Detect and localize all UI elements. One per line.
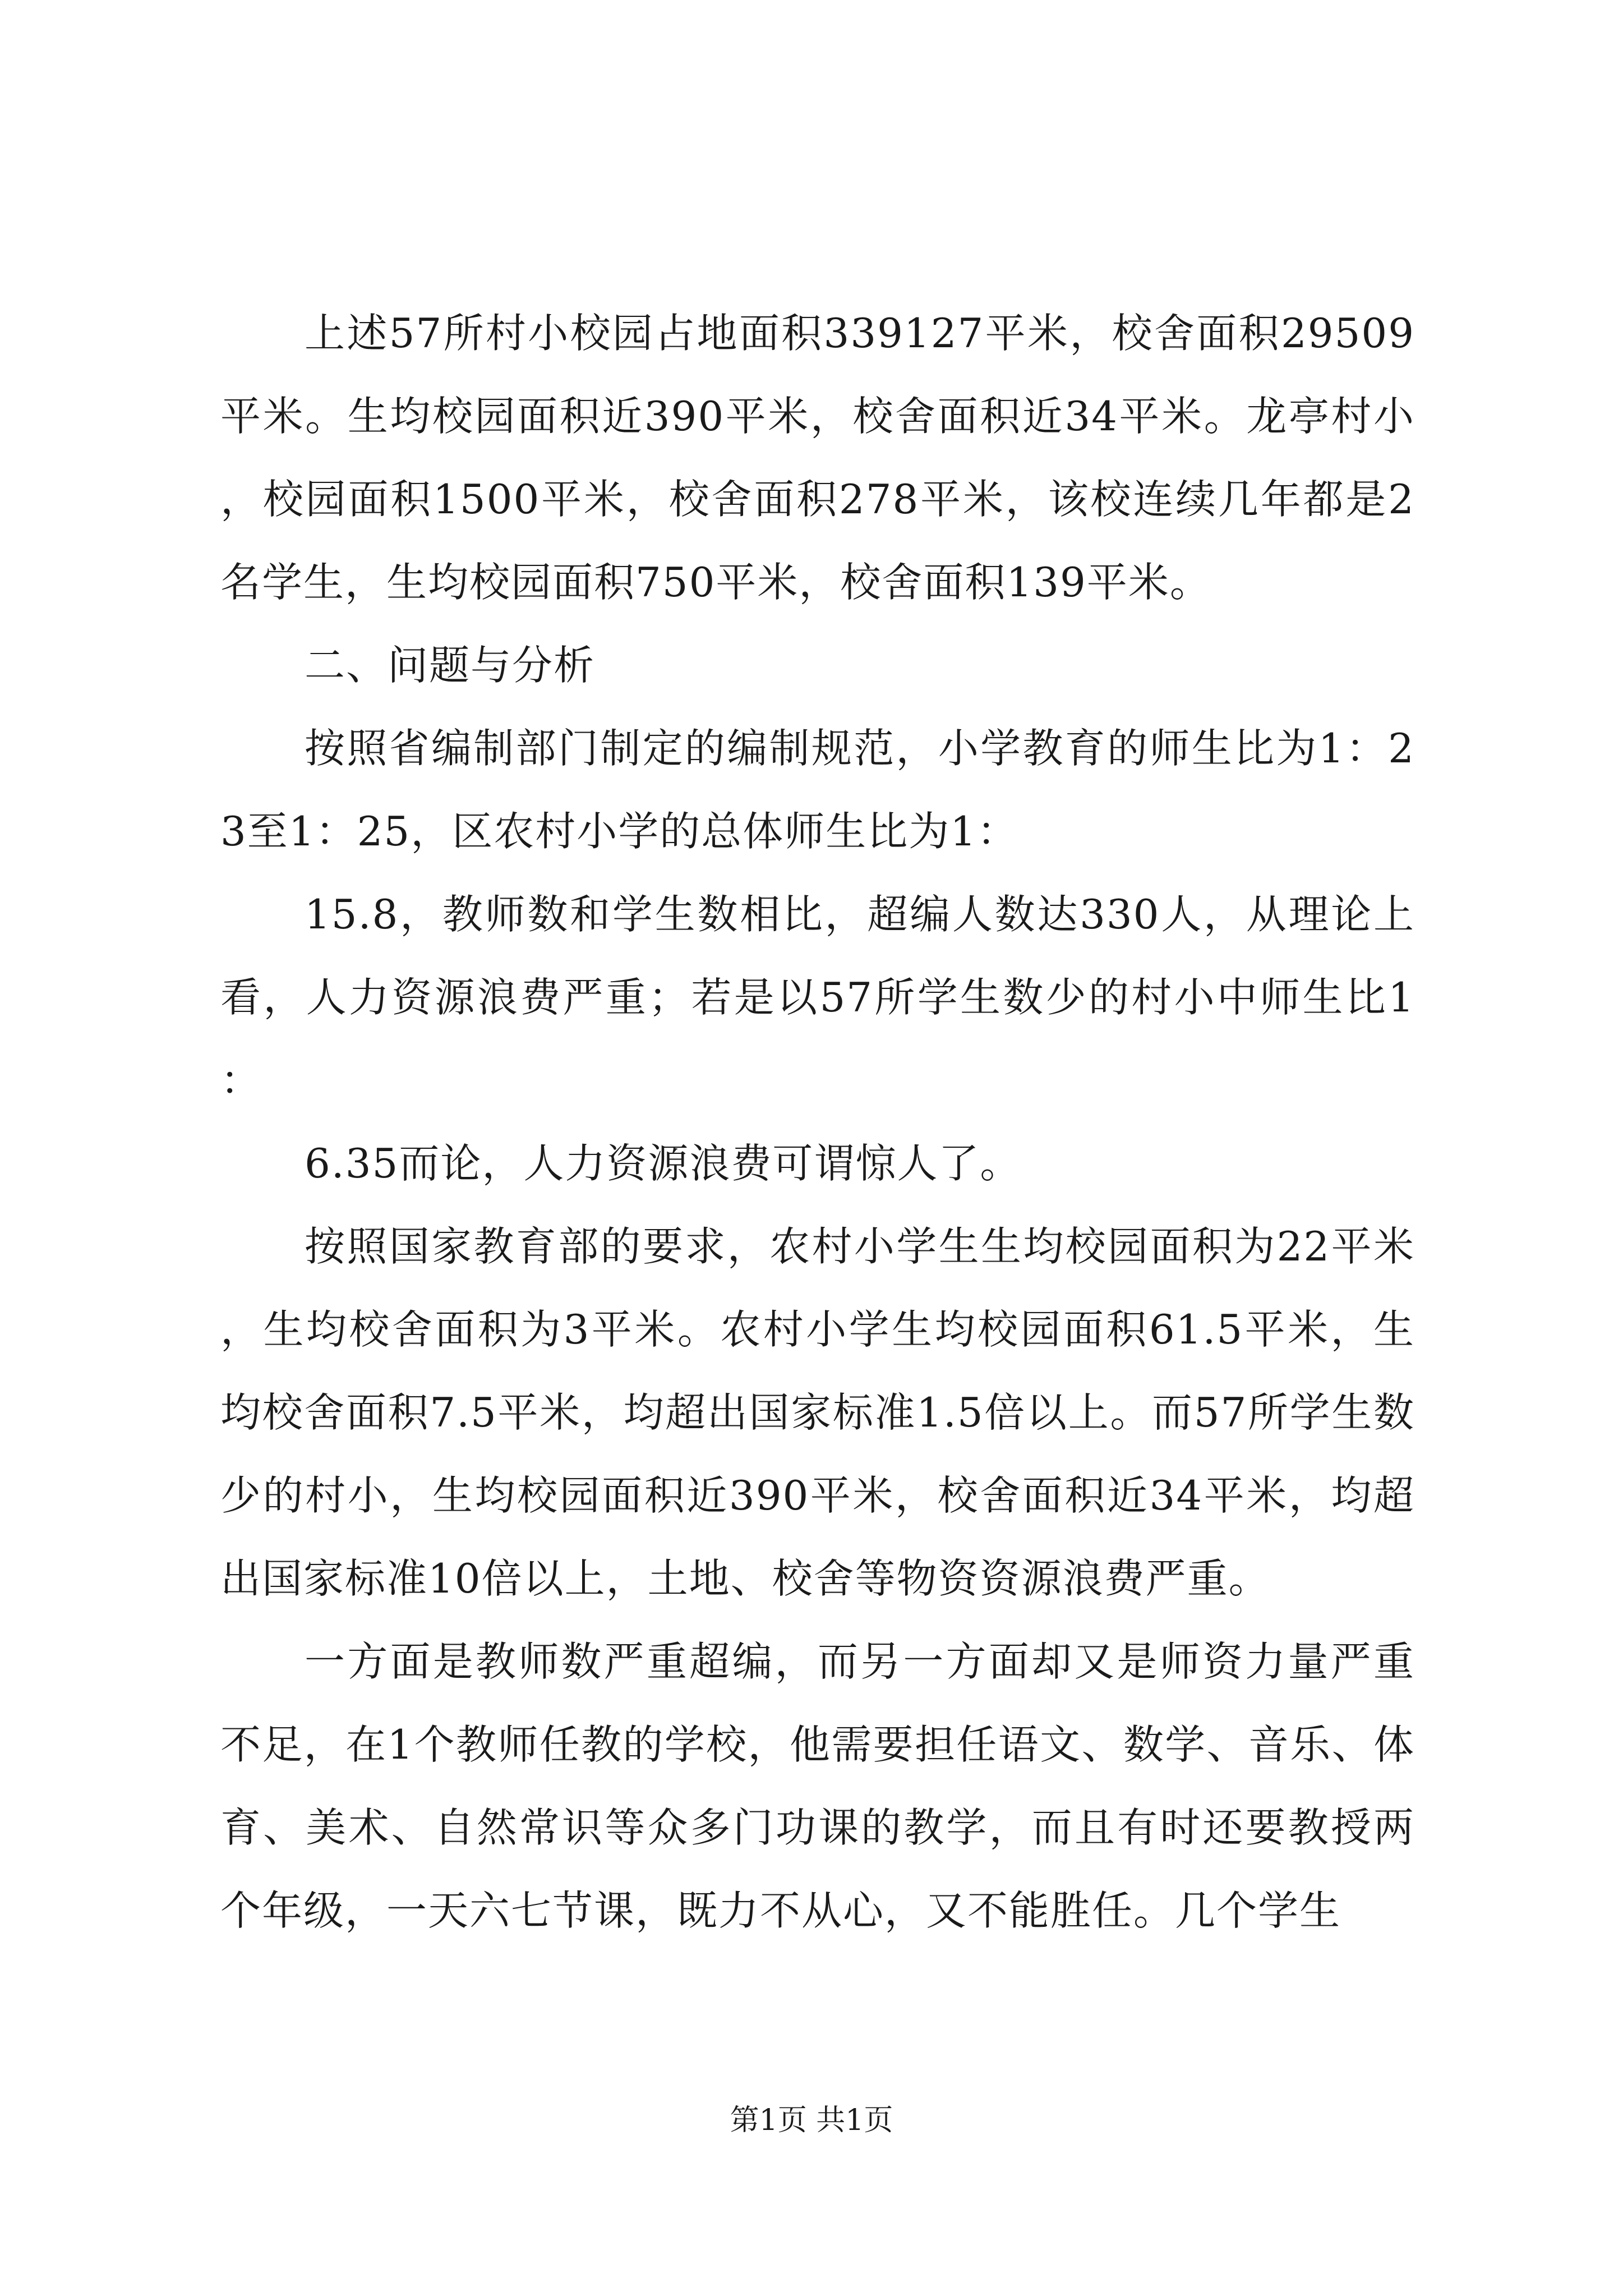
paragraph-national-standards: 按照国家教育部的要求，农村小学生生均校园面积为22平米，生均校舍面积为3平米。农村小学生均校园面积61.5平米，生均校舍面积7.5平米，均超出国家标准1.5倍以上。而57所学生数少的村小，生均校园面积近390平米，校舍面积近34平米，均超出国家标准10倍以上，土地、校舍等物资资源浪费严重。 (220, 1223, 1415, 1602)
paragraph-waste-conclusion: 6.35而论，人力资源浪费可谓惊人了。 (305, 1140, 1022, 1187)
page-footer: 第1页 共1页 (730, 2104, 893, 2137)
document-body (220, 292, 1415, 1952)
paragraph-campus-area: 上述57所村小校园占地面积339127平米，校舍面积29509平米。生均校园面积近390平米，校舍面积近34平米。龙亭村小，校园面积1500平米，校舍面积278平米，该校连续几年都是2名学生，生均校园面积750平米，校舍面积139平米。 (220, 310, 1415, 606)
section-heading-problems-analysis: 二、问题与分析 (305, 642, 596, 689)
paragraph-teacher-shortage: 一方面是教师数严重超编，而另一方面却又是师资力量严重不足，在1个教师任教的学校，他需要担任语文、数学、音乐、体育、美术、自然常识等众多门功课的教学，而且有时还要教授两个年级，一天六七节课，既力不从心，又不能胜任。几个学生 (220, 1638, 1415, 1934)
paragraph-staffing-norms: 按照省编制部门制定的编制规范，小学教育的师生比为1：23至1：25，区农村小学的总体师生比为1： (220, 725, 1415, 855)
paragraph-overstaffing: 15.8，教师数和学生数相比，超编人数达330人，从理论上看，人力资源浪费严重；若是以57所学生数少的村小中师生比1： (220, 891, 1415, 1104)
